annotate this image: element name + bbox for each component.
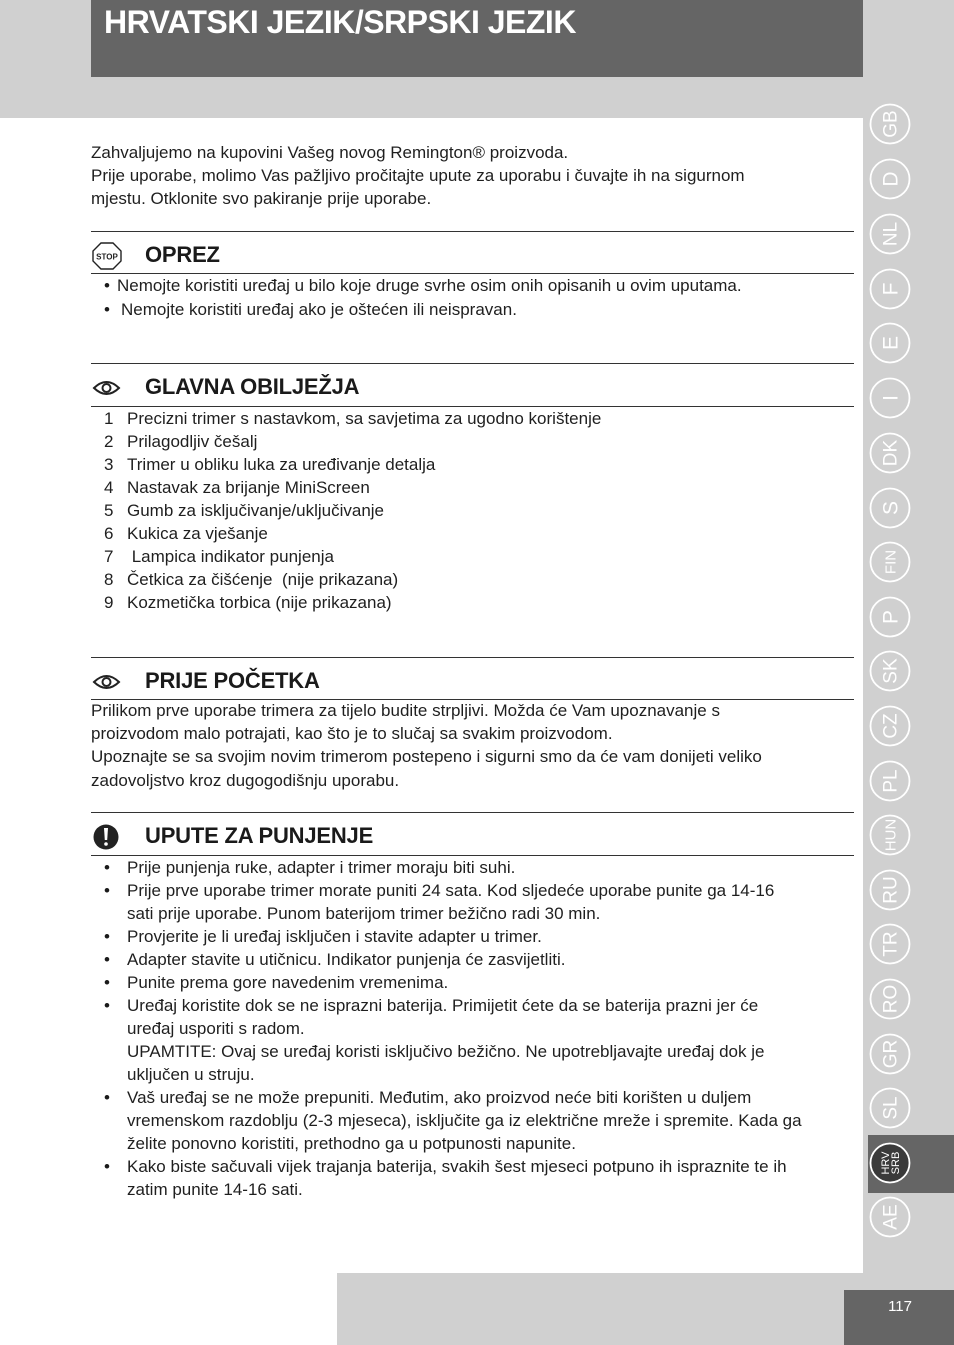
charging-item-line: Prije punjenja ruke, adapter i trimer moraju biti suhi. [127,858,516,877]
language-tab-cz[interactable] [869,705,911,747]
feature-text: Kukica za vješanje [127,524,268,543]
language-code: SL [880,1096,902,1120]
language-code: RO [880,984,902,1014]
language-code: F [879,282,903,296]
charging-item-line: zatim punite 14-16 sati. [127,1180,303,1199]
pocetak-line-4: zadovoljstvo kroz dugogodišnju uporabu. [91,771,400,790]
feature-number: 2 [104,432,114,451]
feature-text: Kozmetička torbica (nije prikazana) [127,593,392,612]
feature-number: 8 [104,570,114,589]
feature-text: Trimer u obliku luka za uređivanje detalja [127,455,436,474]
language-tab-dk[interactable] [869,432,911,474]
stop-icon [92,242,122,270]
language-tab-fin[interactable] [869,541,911,583]
intro-line-1: Zahvaljujemo na kupovini Vašeg novog Remington® proizvoda. [91,143,569,162]
bullet: • [104,927,110,946]
charging-item-line: Provjerite je li uređaj isključen i stavite adapter u trimer. [127,927,542,946]
language-tab-sk[interactable] [869,650,911,692]
language-tab-ru[interactable] [869,869,911,911]
bullet: • [104,1157,110,1176]
page-number-box [844,1290,954,1345]
bullet: • [104,276,110,295]
feature-number: 5 [104,501,114,520]
section-title-punjenje: UPUTE ZA PUNJENJE [145,823,374,848]
language-tab-sl[interactable] [869,1087,911,1129]
charging-item-line: sati prije uporabe. Punom baterijom trimer bežično radi 30 min. [127,904,601,923]
charging-item-line: uključen u struju. [127,1065,255,1084]
charging-item-line: uređaj usporiti s radom. [127,1019,305,1038]
bullet: • [104,973,110,992]
language-code: NL [880,221,902,247]
section-title-pocetak: PRIJE POČETKA [145,668,320,693]
language-tab-f[interactable] [869,268,911,310]
language-tab-ae[interactable] [869,1196,911,1238]
charging-item-line: Punite prema gore navedenim vremenima. [127,973,449,992]
language-tab-nl[interactable] [869,213,911,255]
bottom-white-area [0,1273,337,1345]
eye-icon [92,669,121,695]
charging-item-line: UPAMTITE: Ovaj se uređaj koristi isključivo bežično. Ne upotrebljavajte uređaj dok je [127,1042,765,1061]
language-code: DK [880,439,902,467]
language-tab-i[interactable] [869,377,911,419]
language-code: AE [880,1204,902,1230]
active-language-line-2: SRB [890,1151,902,1175]
language-tab-s[interactable] [869,487,911,529]
feature-text: Četkica za čišćenje (nije prikazana) [127,570,399,589]
feature-text: Lampica indikator punjenja [127,547,334,566]
feature-number: 6 [104,524,114,543]
charging-item-line: Adapter stavite u utičnicu. Indikator punjenja će zasvijetliti. [127,950,566,969]
language-tab-ro[interactable] [869,978,911,1020]
intro-line-2: Prije uporabe, molimo Vas pažljivo pročitajte upute za uporabu i čuvajte ih na sigurnom [91,166,745,185]
language-code: RU [880,876,902,904]
feature-number: 4 [104,478,114,497]
pocetak-line-2: proizvodom malo potrajati, kao što je to slučaj sa svakim proizvodom. [91,724,613,743]
language-code: I [879,395,903,401]
language-code: HUN [882,818,900,852]
charging-item-line: Prije prve uporabe trimer morate puniti 24 sata. Kod sljedeće uporabe punite ga 14-16 [127,881,775,900]
header-band [91,0,863,77]
list-item: Nemojte koristiti uređaj u bilo koje druge svrhe osim onih opisanih u ovim uputama. [117,276,742,295]
charging-item-line: Uređaj koristite dok se ne isprazni baterija. Primijetit ćete da se baterija prazni jer će [127,996,759,1015]
list-item: Nemojte koristiti uređaj ako je oštećen ili neispravan. [121,300,517,319]
feature-text: Precizni trimer s nastavkom, sa savjetima za ugodno korištenje [127,409,602,428]
feature-number: 1 [104,409,114,428]
language-code: GB [880,110,902,138]
language-code: GR [880,1039,902,1069]
bullet: • [104,858,110,877]
language-tab-gr[interactable] [869,1033,911,1075]
language-code: S [879,500,903,516]
feature-text: Gumb za isključivanje/uključivanje [127,501,385,520]
eye-icon [92,375,121,401]
intro-line-3: mjestu. Otklonite svo pakiranje prije uporabe. [91,189,432,208]
language-code: FIN [882,549,900,575]
section-rule-top [91,363,854,364]
language-tab-d[interactable] [869,158,911,200]
section-title-obiljezja: GLAVNA OBILJEŽJA [145,374,360,399]
language-code: E [879,335,903,351]
feature-text: Nastavak za brijanje MiniScreen [127,478,370,497]
pocetak-line-1: Prilikom prve uporabe trimera za tijelo budite strpljivi. Možda će Vam upoznavanje s [91,701,720,720]
language-tab-tr[interactable] [869,923,911,965]
language-code: D [879,171,903,187]
language-tab-e[interactable] [869,322,911,364]
feature-number: 9 [104,593,114,612]
section-title-oprez: OPREZ [145,242,220,267]
page-number: 117 [888,1298,912,1315]
language-tab-gb[interactable] [869,103,911,145]
language-code: PL [880,769,902,793]
language-code: SK [880,658,902,684]
section-rule-top [91,657,854,658]
pocetak-line-3: Upoznajte se sa svojim novim trimerom postepeno i sigurni smo da će vam donijeti veliko [91,747,762,766]
charging-item-line: vremenskom razdoblju (2-3 mjeseca), isključite ga iz električne mreže i spremite. Kada ga [127,1111,802,1130]
active-language-line-1: HRV [880,1151,892,1175]
bullet: • [104,1088,110,1107]
language-code: P [879,609,903,625]
language-tab-hun[interactable] [869,814,911,856]
feature-number: 3 [104,455,114,474]
bullet: • [104,996,110,1015]
charging-item-line: Vaš uređaj se ne može prepuniti. Međutim, ako proizvod neće biti korišten u duljem [127,1088,752,1107]
charging-item-line: želite ponovno koristiti, prethodno ga u potpunosti napunite. [127,1134,576,1153]
language-tab-p[interactable] [869,596,911,638]
section-rule-top [91,231,854,232]
language-tab-hrv-srb[interactable] [869,1142,911,1184]
charging-item-line: Kako biste sačuvali vijek trajanja baterija, svakih šest mjeseci potpuno ih ispraznite te ih [127,1157,787,1176]
bullet: • [104,950,110,969]
language-code: TR [880,931,902,957]
stop-icon-label: STOP [96,252,118,262]
bullet: • [104,300,110,319]
warning-icon [92,823,120,851]
language-tab-pl[interactable] [869,760,911,802]
language-code: CZ [880,713,902,739]
section-rule-top [91,812,854,813]
feature-number: 7 [104,547,114,566]
feature-text: Prilagodljiv češalj [127,432,258,451]
bullet: • [104,881,110,900]
page-title: HRVATSKI JEZIK/SRPSKI JEZIK [104,4,576,40]
